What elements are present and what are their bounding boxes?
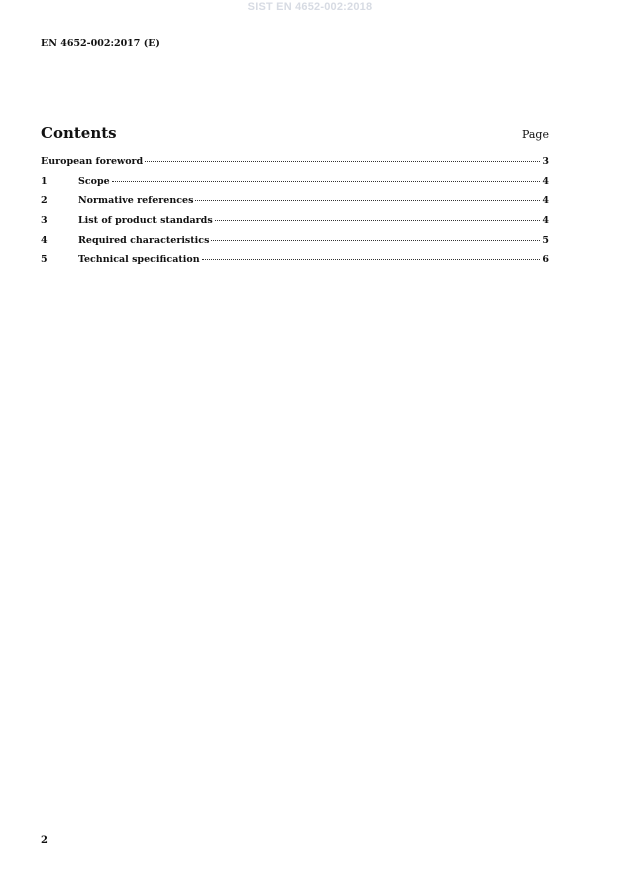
toc-leader-dots bbox=[145, 161, 540, 162]
toc-entry-title[interactable]: Technical specification bbox=[78, 254, 200, 266]
toc-entry-list-of-product-standards[interactable] bbox=[41, 215, 549, 235]
toc-entry-number: 5 bbox=[41, 254, 48, 266]
toc-leader-dots bbox=[202, 259, 541, 260]
toc-leader-dots bbox=[211, 240, 540, 241]
contents-header bbox=[41, 122, 549, 144]
toc-entry-scope[interactable] bbox=[41, 176, 549, 196]
toc-entry-page: 4 bbox=[542, 215, 549, 227]
toc-entry-title[interactable]: Scope bbox=[78, 175, 110, 187]
toc-entry-number: 2 bbox=[41, 195, 48, 207]
document-id: EN 4652-002:2017 (E) bbox=[41, 38, 160, 49]
toc-entry-normative-references[interactable] bbox=[41, 195, 549, 215]
contents-title: Contents bbox=[41, 124, 117, 142]
contents-page-label: Page bbox=[521, 128, 549, 141]
toc-entry-required-characteristics[interactable] bbox=[41, 235, 549, 255]
watermark: SIST EN 4652-002:2018 bbox=[247, 1, 373, 13]
toc-leader-dots bbox=[195, 200, 540, 201]
toc-entry-european-foreword[interactable] bbox=[41, 156, 549, 176]
page-number: 2 bbox=[41, 835, 48, 846]
toc-entry-technical-specification[interactable] bbox=[41, 254, 549, 274]
toc-entry-page: 4 bbox=[542, 195, 549, 207]
toc-entry-number: 4 bbox=[41, 234, 48, 246]
toc-entry-title[interactable]: Required characteristics bbox=[78, 234, 210, 246]
toc-entry-number: 3 bbox=[41, 215, 48, 227]
toc-entry-page: 4 bbox=[542, 175, 549, 187]
toc-entry-page: 5 bbox=[542, 234, 549, 246]
toc-entry-page: 3 bbox=[542, 156, 549, 167]
toc-leader-dots bbox=[112, 181, 541, 182]
toc-leader-dots bbox=[215, 220, 541, 221]
table-of-contents bbox=[41, 156, 549, 274]
toc-entry-number: 1 bbox=[41, 175, 48, 187]
toc-entry-title[interactable]: Normative references bbox=[78, 195, 194, 207]
toc-entry-page: 6 bbox=[542, 254, 549, 266]
toc-entry-title[interactable]: List of product standards bbox=[78, 215, 213, 227]
toc-entry-title[interactable]: European foreword bbox=[41, 156, 144, 167]
